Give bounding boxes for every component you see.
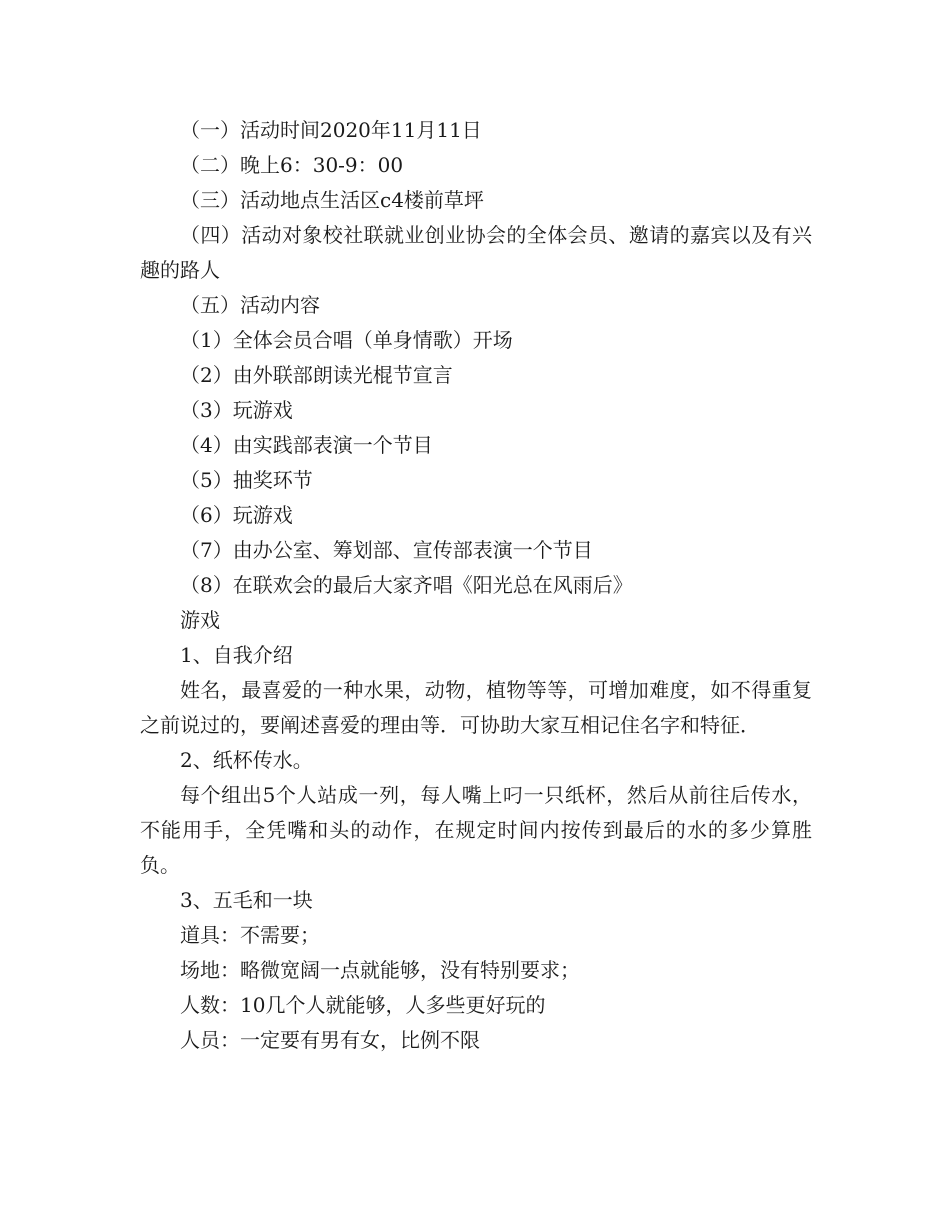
game-title-paper-cup: 2、纸杯传水。 — [180, 748, 313, 772]
game-props: 道具：不需要； — [180, 923, 320, 947]
list-item: （5）抽奖环节 — [180, 468, 313, 492]
game-venue: 场地：略微宽阔一点就能够，没有特别要求； — [180, 958, 580, 982]
paragraph-activity-audience: （四）活动对象校社联就业创业协会的全体会员、邀请的嘉宾以及有兴趣的路人 — [140, 223, 812, 282]
game-title-fifty-cents: 3、五毛和一块 — [180, 888, 313, 912]
paragraph-evening-time: （二）晚上6：30-9：00 — [180, 153, 404, 177]
paragraph-activity-content-heading: （五）活动内容 — [180, 293, 320, 317]
list-item: （1）全体会员合唱（单身情歌）开场 — [180, 328, 513, 352]
list-item: （2）由外联部朗读光棍节宣言 — [180, 363, 453, 387]
document-page — [140, 113, 812, 1058]
list-item: （4）由实践部表演一个节目 — [180, 433, 433, 457]
game-title-self-intro: 1、自我介绍 — [180, 643, 293, 667]
list-item: （8）在联欢会的最后大家齐唱《阳光总在风雨后》 — [180, 573, 633, 597]
list-item: （7）由办公室、筹划部、宣传部表演一个节目 — [180, 538, 593, 562]
list-item: （3）玩游戏 — [180, 398, 293, 422]
game-description-self-intro: 姓名，最喜爱的一种水果，动物，植物等等，可增加难度，如不得重复之前说过的，要阐述喜爱的理由等．可协助大家互相记住名字和特征． — [140, 678, 812, 737]
game-description-paper-cup: 每个组出5个人站成一列，每人嘴上叼一只纸杯，然后从前往后传水，不能用手，全凭嘴和头的动作，在规定时间内按传到最后的水的多少算胜负。 — [140, 783, 812, 877]
game-participants: 人员：一定要有男有女，比例不限 — [180, 1028, 480, 1052]
list-item: （6）玩游戏 — [180, 503, 293, 527]
section-heading-games: 游戏 — [180, 608, 220, 632]
game-headcount: 人数：10几个人就能够，人多些更好玩的 — [180, 993, 546, 1017]
paragraph-activity-location: （三）活动地点生活区c4楼前草坪 — [180, 188, 484, 212]
paragraph-activity-time: （一）活动时间2020年11月11日 — [180, 118, 482, 142]
